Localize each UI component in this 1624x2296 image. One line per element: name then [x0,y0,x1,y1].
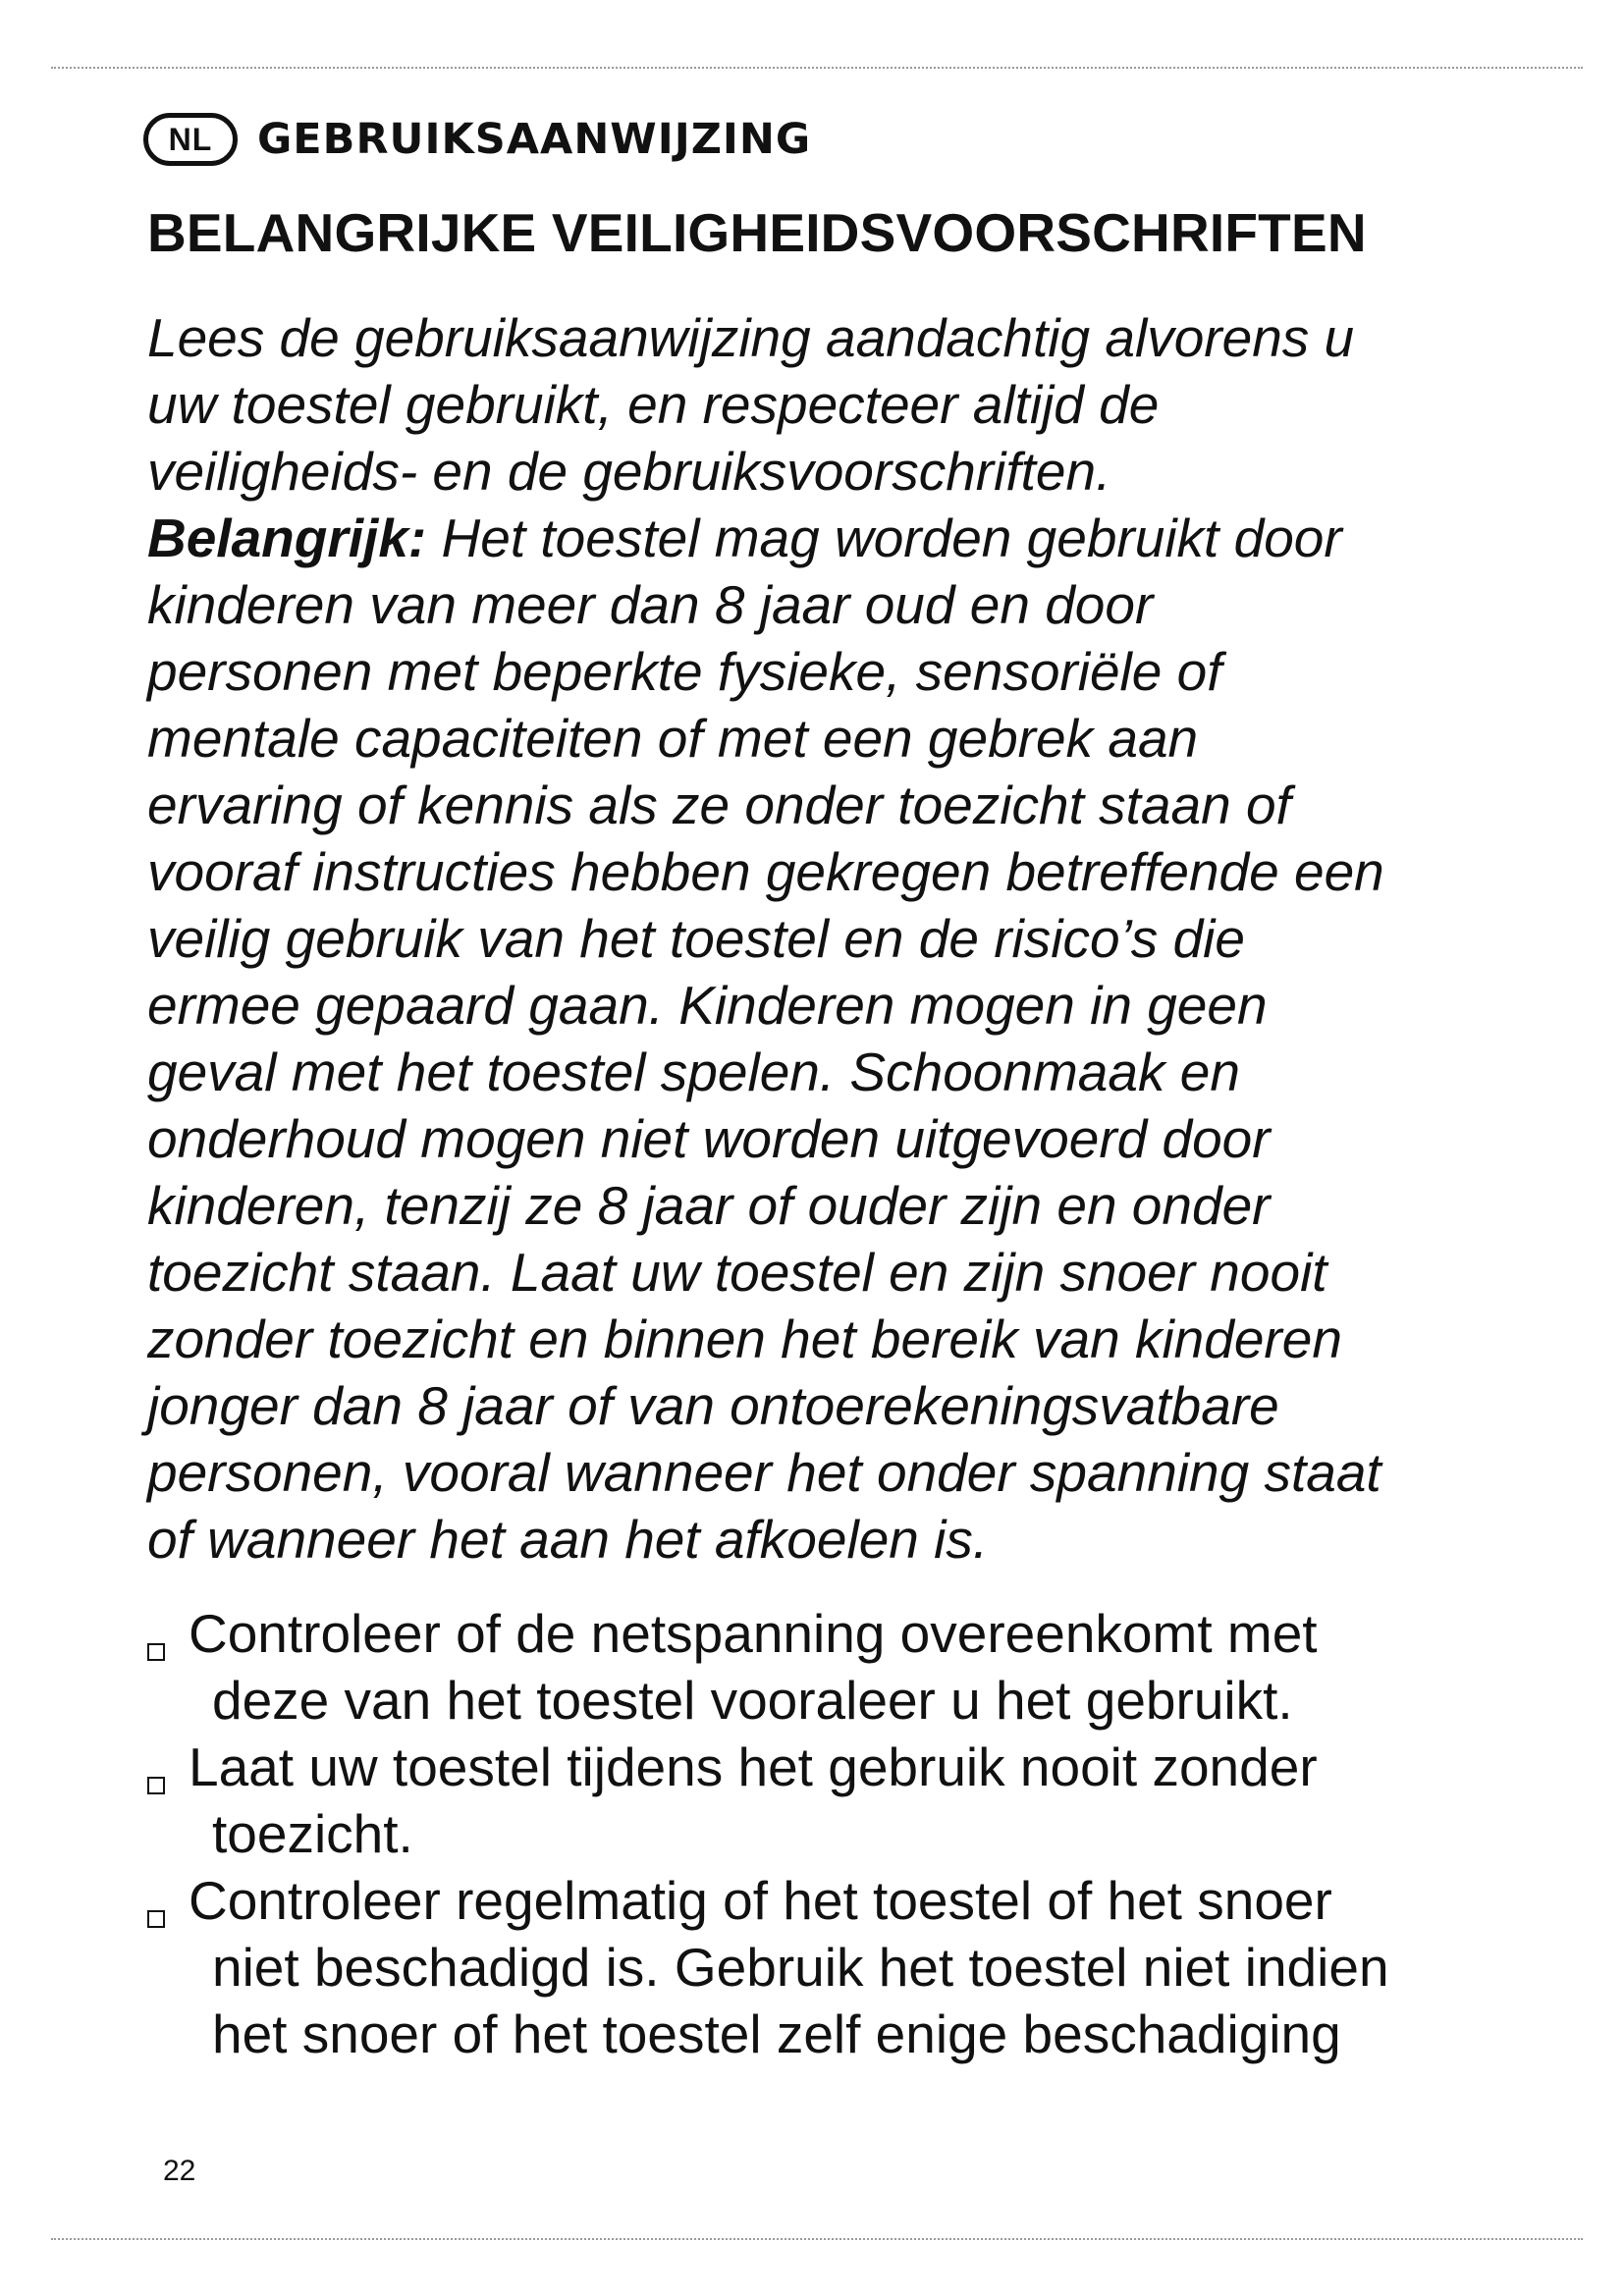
intro-line: personen, vooral wanneer het onder spanning staat [147,1442,1381,1503]
checkbox-bullet-icon [147,1643,165,1661]
bullet-text: Controleer of de netspanning overeenkomt met [189,1603,1318,1664]
bullet-text: Laat uw toestel tijdens het gebruik nooit zonder [189,1736,1318,1797]
bullet-text-continued: het snoer of het toestel zelf enige beschadiging [212,2003,1341,2064]
intro-line: mentale capaciteiten of met een gebrek aan [147,708,1199,769]
intro-line: onderhoud mogen niet worden uitgevoerd door [147,1108,1271,1169]
language-code: NL [168,121,213,157]
intro-line: toezicht staan. Laat uw toestel en zijn snoer nooit [147,1242,1327,1303]
intro-line: of wanneer het aan het afkoelen is. [147,1509,989,1570]
intro-line: uw toestel gebruikt, en respecteer altijd de [147,374,1160,435]
intro-line: geval met het toestel spelen. Schoonmaak en [147,1041,1240,1102]
intro-line: ermee gepaard gaan. Kinderen mogen in geen [147,975,1268,1036]
page-number: 22 [163,2155,196,2187]
intro-line: zonder toezicht en binnen het bereik van kinderen [147,1308,1342,1369]
intro-line: jonger dan 8 jaar of van ontoerekeningsvatbare [147,1375,1279,1436]
manual-title: GEBRUIKSAANWIJZING [257,115,812,164]
bullet-item [147,1867,1561,2067]
bullet-item [147,1734,1561,1867]
language-badge [143,113,238,166]
intro-line: veiligheids- en de gebruiksvoorschriften. [147,441,1111,502]
bullet-text-continued: deze van het toestel vooraleer u het gebruikt. [212,1670,1293,1731]
bullet-text-continued: toezicht. [212,1803,413,1864]
intro-line: veilig gebruik van het toestel en de risico’s die [147,908,1245,969]
intro-line: kinderen van meer dan 8 jaar oud en door [147,574,1154,635]
intro-line: ervaring of kennis als ze onder toezicht staan of [147,774,1291,835]
intro-line: kinderen, tenzij ze 8 jaar of ouder zijn en onder [147,1175,1271,1236]
bullet-text: Controleer regelmatig of het toestel of het snoer [189,1870,1332,1931]
bullet-item [147,1600,1561,1734]
intro-line: vooraf instructies hebben gekregen betreffende een [147,841,1384,902]
safety-bullet-list [147,1600,1561,2067]
bullet-text-continued: niet beschadigd is. Gebruik het toestel niet indien [212,1937,1389,1998]
intro-line: personen met beperkte fysieke, sensoriële of [147,641,1222,702]
intro-paragraph [147,304,1561,1573]
checkbox-bullet-icon [147,1910,165,1928]
intro-line: Het toestel mag worden gebruikt door [426,507,1342,568]
checkbox-bullet-icon [147,1777,165,1794]
bottom-dotted-divider [51,2238,1583,2240]
top-dotted-divider [51,67,1583,69]
manual-header [143,110,811,169]
important-label: Belangrijk: [147,507,427,568]
section-title: BELANGRIJKE VEILIGHEIDSVOORSCHRIFTEN [147,202,1367,263]
intro-line: Lees de gebruiksaanwijzing aandachtig alvorens u [147,307,1355,368]
